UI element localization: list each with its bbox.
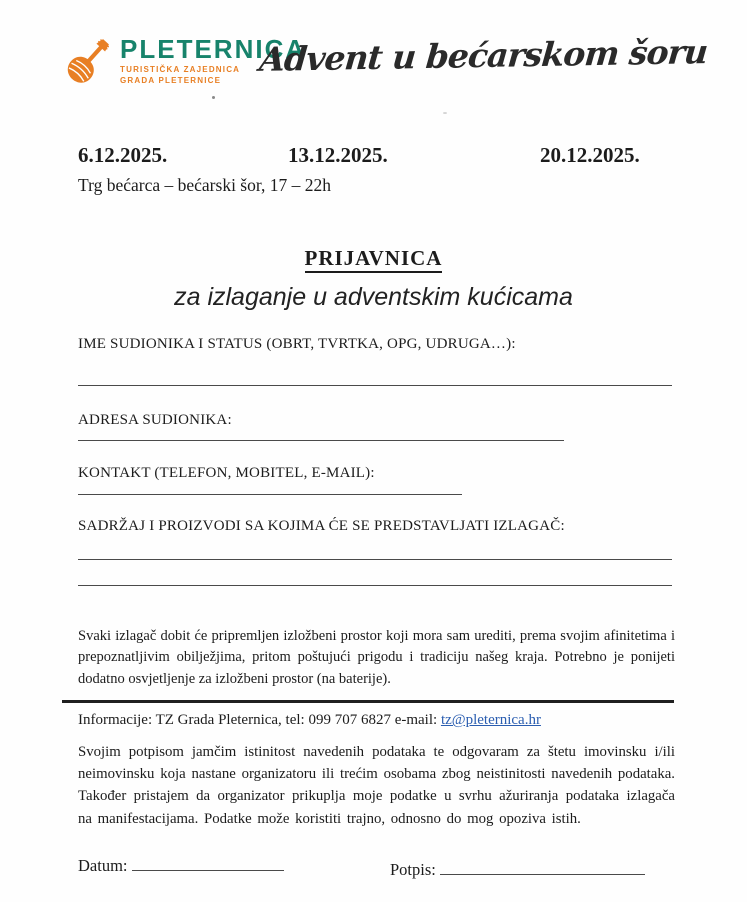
form-fields: [78, 336, 672, 586]
scan-speck: [443, 112, 447, 114]
signature-field: [390, 860, 645, 880]
field-address: [78, 412, 672, 441]
field-products-line-1: [78, 559, 672, 560]
date-line: [132, 870, 284, 871]
date-field: [78, 856, 284, 876]
logo-tagline-line1: TURISTIČKA ZAJEDNICA: [120, 65, 241, 74]
event-date-3: 20.12.2025.: [540, 143, 640, 167]
page-header: [62, 30, 710, 92]
event-dates-row: [78, 143, 672, 169]
field-participant-name-line: [78, 385, 672, 386]
field-address-line: [78, 440, 564, 441]
field-products: [78, 518, 672, 586]
field-products-label: SADRŽAJ I PROIZVODI SA KOJIMA ĆE SE PREDSTAVLJATI IZLAGAČ:: [78, 518, 565, 534]
field-products-line-2: [78, 585, 672, 586]
exhibitor-note: Svaki izlagač dobit će pripremljen izložbeni prostor koji mora sam urediti, prema svojim afinitetima i prepoznatljivim obilježjima, pritom poštujući prigodu i tradiciju našeg kraja. Potrebno je ponijeti dodatno osvjetljenje za izložbeni prostor (na baterije).: [78, 628, 675, 687]
field-participant-name-label: IME SUDIONIKA I STATUS (OBRT, TVRTKA, OPG, UDRUGA…):: [78, 336, 516, 352]
consent-statement: Svojim potpisom jamčim istinitost navedenih podataka te odgovaram za štetu imovinsku i/ili neimovinsku koja nastane organizatoru ili trećim osobama zbog neistinitosti navedenih podataka. Također pristajem da organizator prikuplja moje podatke u svrhu ažuriranja podataka izlagača na manifestacijama. Podatke može koristiti trajno, odnosno do mog opoziva istih.: [78, 744, 675, 827]
field-address-label: ADRESA SUDIONIKA:: [78, 412, 232, 428]
event-date-1: 6.12.2025.: [78, 143, 168, 167]
field-participant-name: [78, 336, 672, 386]
contact-info-line: [78, 712, 541, 729]
form-title: PRIJAVNICA: [0, 246, 747, 271]
event-title-script: Advent u bećarskom šoru: [258, 32, 710, 79]
event-date-2: 13.12.2025.: [288, 143, 388, 167]
field-contact: [78, 465, 672, 495]
signature-label: Potpis:: [390, 860, 436, 879]
event-location-time: Trg bećarca – bećarski šor, 17 – 22h: [78, 175, 331, 195]
tambura-icon: [62, 32, 114, 88]
logo-tagline-line2: GRADA PLETERNICE: [120, 75, 222, 85]
scan-speck: [212, 96, 215, 99]
form-subtitle: za izlaganje u adventskim kućicama: [174, 283, 573, 311]
date-label: Datum:: [78, 856, 128, 875]
email-link[interactable]: tz@pleternica.hr: [440, 712, 541, 728]
logo-name: PLETERNICA: [120, 34, 307, 64]
divider-rule: [62, 700, 674, 703]
field-contact-line: [78, 494, 462, 495]
contact-info-text: Informacije: TZ Grada Pleternica, tel: 099 707 6827 e-mail:: [78, 712, 441, 728]
signature-line: [440, 874, 645, 875]
field-contact-label: KONTAKT (TELEFON, MOBITEL, E-MAIL):: [78, 465, 375, 481]
